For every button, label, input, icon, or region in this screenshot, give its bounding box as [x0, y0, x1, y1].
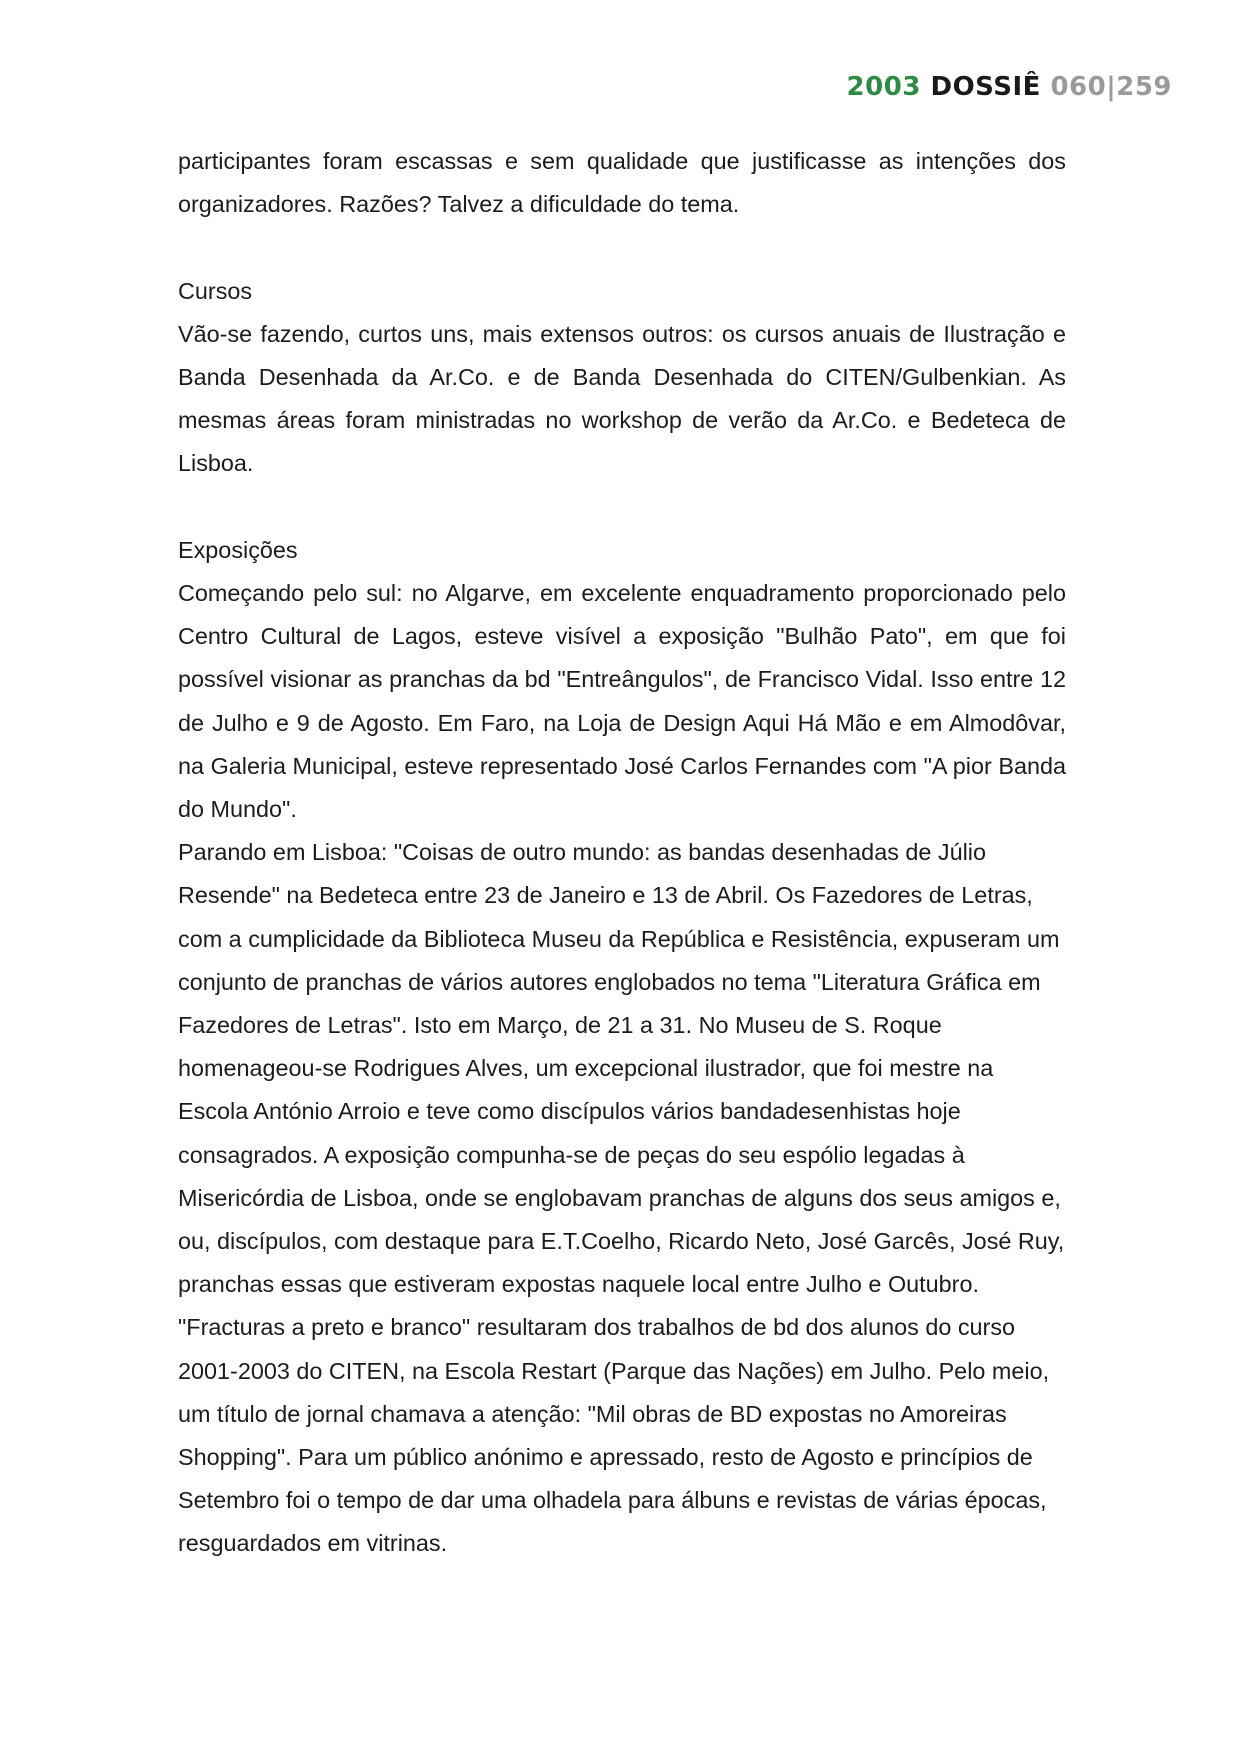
page-header	[847, 72, 1172, 102]
header-page-number: 060|259	[1050, 72, 1172, 102]
paragraph-exposicoes-1: Começando pelo sul: no Algarve, em excelente enquadramento proporcionado pelo Centro Cultural de Lagos, esteve visível a exposição "Bulhão Pato", em que foi possível visionar as pranchas da bd "Entreângulos", de Francisco Vidal. Isso entre 12 de Julho e 9 de Agosto. Em Faro, na Loja de Design Aqui Há Mão e em Almodôvar, na Galeria Municipal, esteve representado José Carlos Fernandes com "A pior Banda do Mundo".	[178, 580, 1066, 823]
section-heading-cursos: Cursos	[178, 277, 253, 304]
header-year: 2003	[846, 72, 921, 102]
header-title: DOSSIÊ	[930, 72, 1041, 102]
paragraph-intro: participantes foram escassas e sem qualidade que justificasse as intenções dos organizadores. Razões? Talvez a dificuldade do tema.	[178, 148, 1066, 218]
paragraph-cursos: Vão-se fazendo, curtos uns, mais extensos outros: os cursos anuais de Ilustração e Banda Desenhada da Ar.Co. e de Banda Desenhada do CITEN/Gulbenkian. As mesmas áreas foram ministradas no workshop de verão da Ar.Co. e Bedeteca de Lisboa.	[178, 320, 1066, 477]
section-heading-exposicoes: Exposições	[178, 536, 298, 563]
paragraph-exposicoes-2: Parando em Lisboa: "Coisas de outro mundo: as bandas desenhadas de Júlio Resende" na Bedeteca entre 23 de Janeiro e 13 de Abril. Os Fazedores de Letras, com a cumplicidade da Biblioteca Museu da República e Resistência, expuseram um conjunto de pranchas de vários autores englobados no tema "Literatura Gráfica em Fazedores de Letras". Isto em Março, de 21 a 31. No Museu de S. Roque homenageou-se Rodrigues Alves, um excepcional ilustrador, que foi mestre na Escola António Arroio e teve como discípulos vários bandadesenhistas hoje consagrados. A exposição compunha-se de peças do seu espólio legadas à Misericórdia de Lisboa, onde se englobavam pranchas de alguns dos seus amigos e, ou, discípulos, com destaque para E.T.Coelho, Ricardo Neto, José Garcês, José Ruy, pranchas essas que estiveram expostas naquele local entre Julho e Outubro. "Fracturas a preto e branco" resultaram dos trabalhos de bd dos alunos do curso 2001-2003 do CITEN, na Escola Restart (Parque das Nações) em Julho. Pelo meio, um título de jornal chamava a atenção: "Mil obras de BD expostas no Amoreiras Shopping". Para um público anónimo e apressado, resto de Agosto e princípios de Setembro foi o tempo de dar uma olhadela para álbuns e revistas de várias épocas, resguardados em vitrinas.	[178, 839, 1065, 1557]
document-body	[178, 140, 1066, 1566]
